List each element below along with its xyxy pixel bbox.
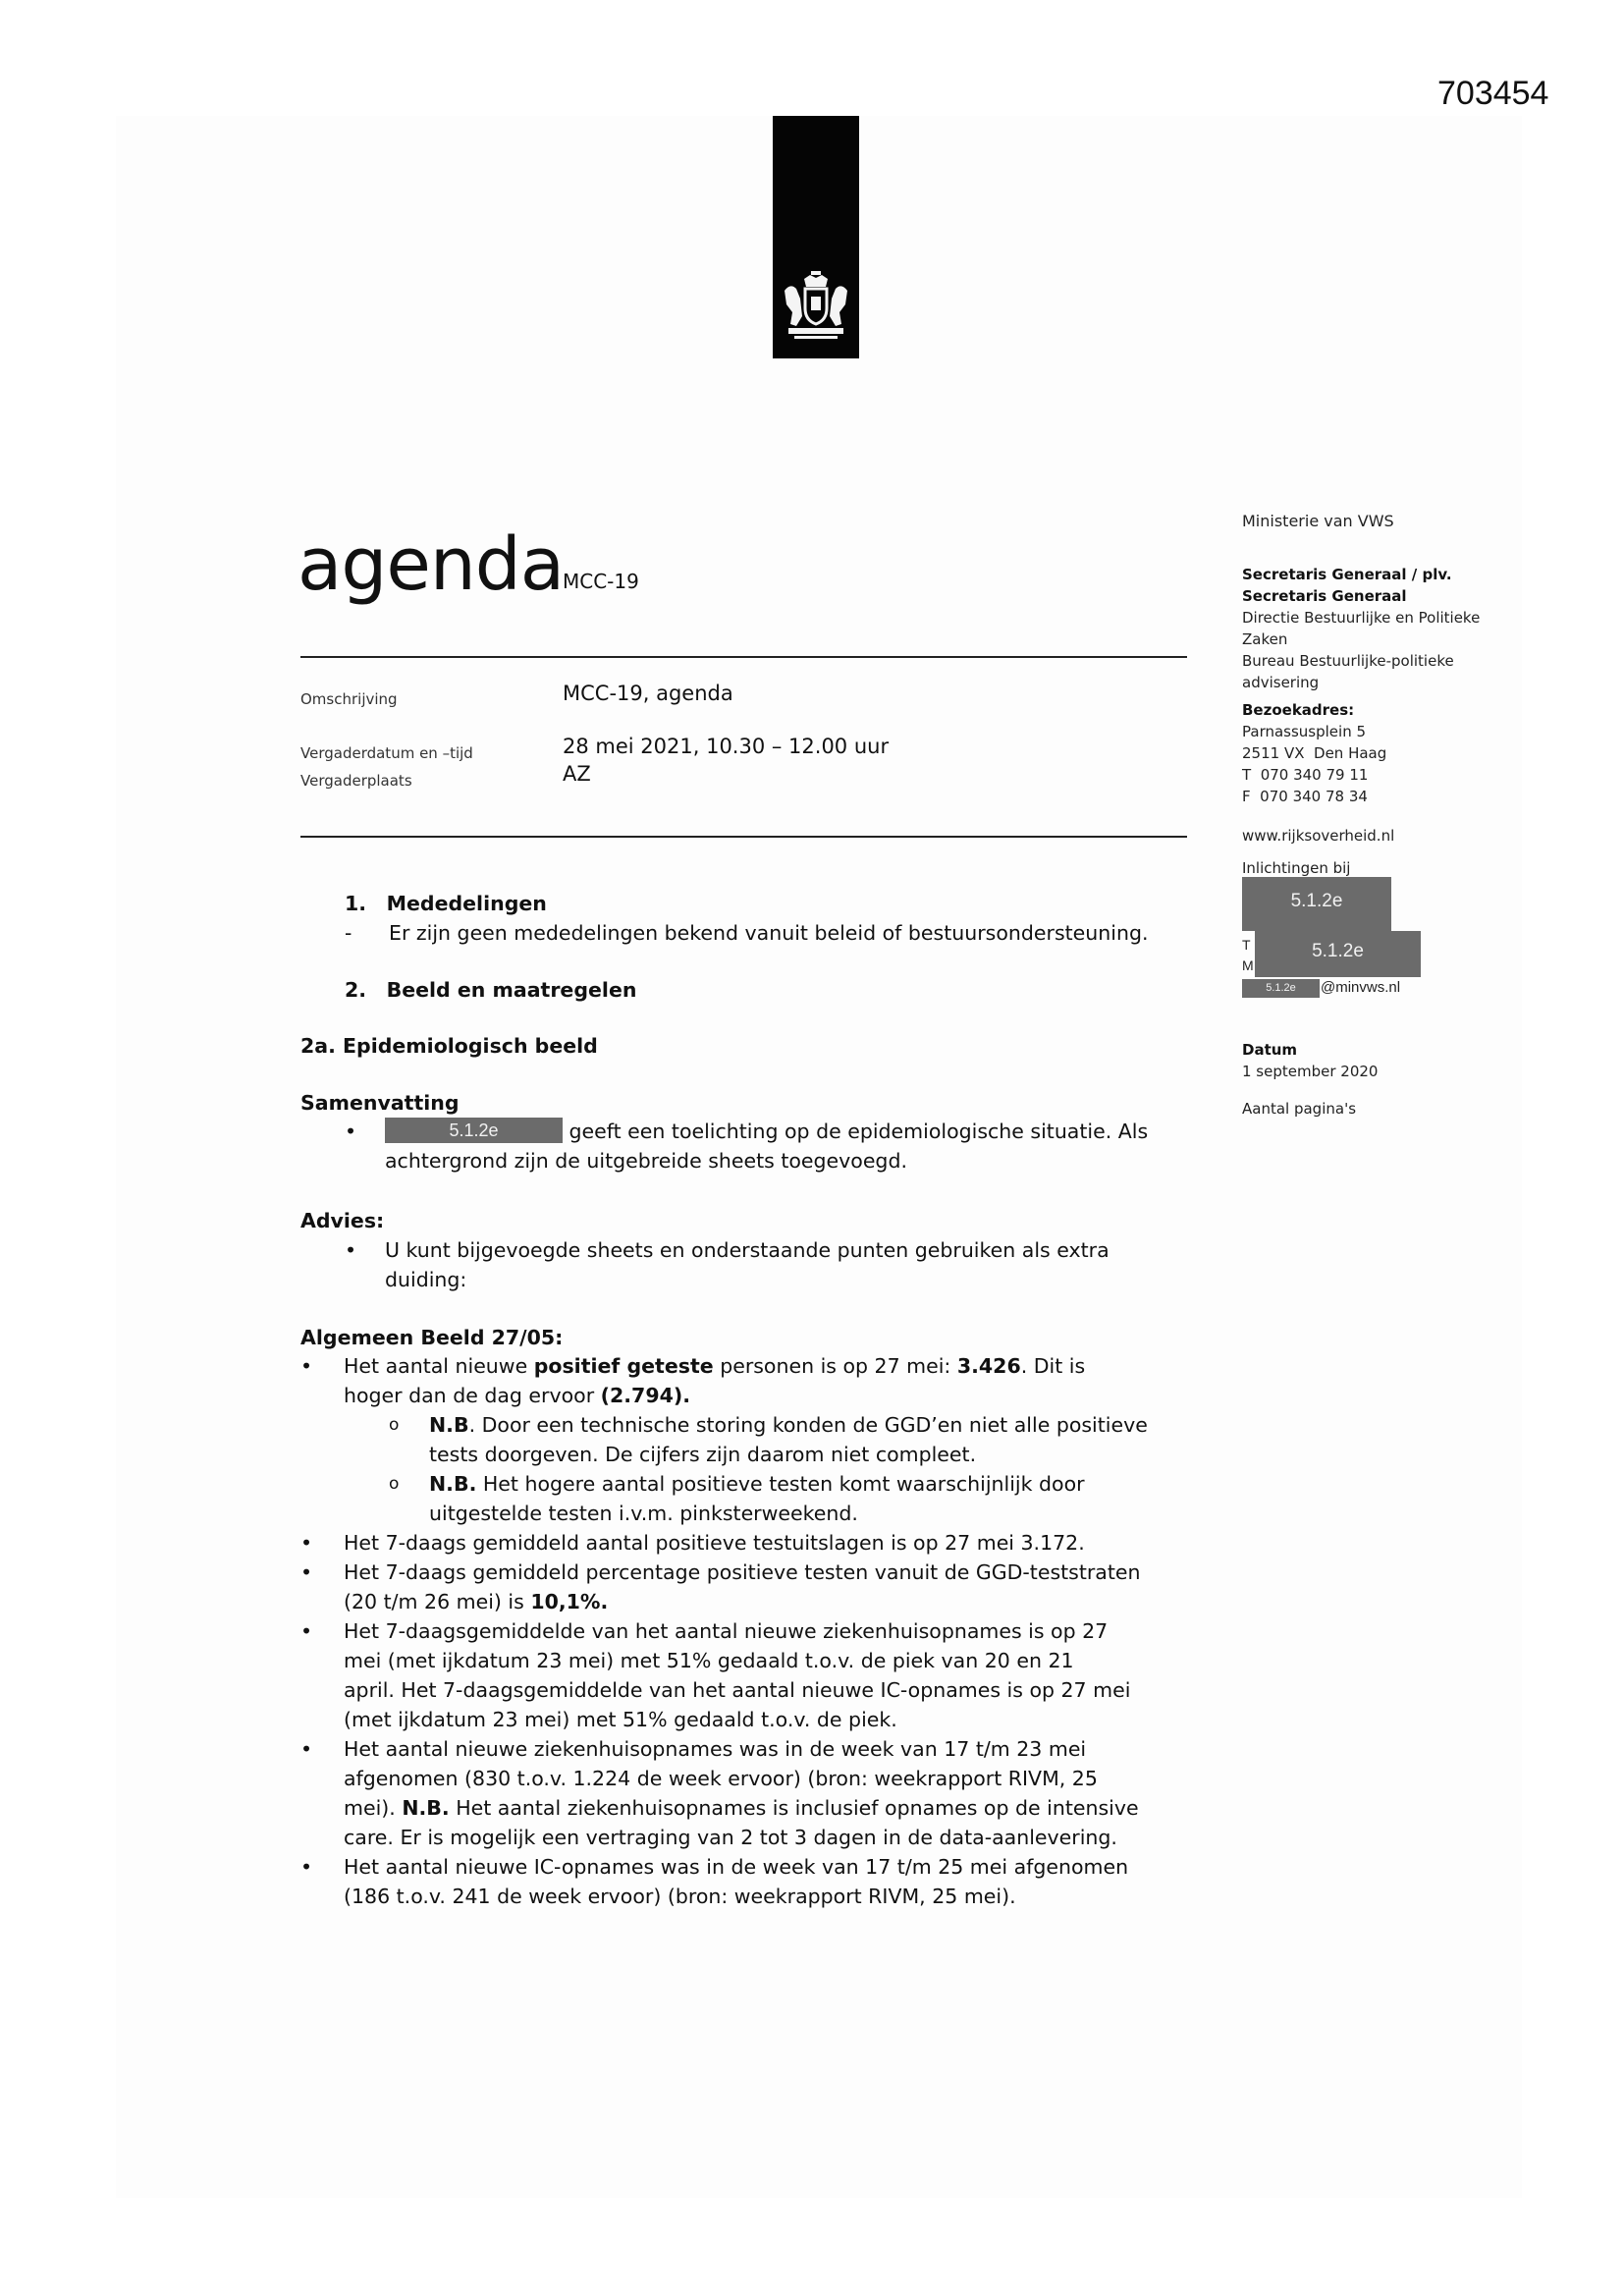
text-bold: positief geteste bbox=[533, 1354, 714, 1378]
date-label: Datum bbox=[1242, 1041, 1298, 1059]
document-id: 703454 bbox=[1437, 75, 1549, 112]
list-item bbox=[300, 1852, 1189, 1911]
nb-label: N.B bbox=[429, 1413, 469, 1437]
agenda-item-1-note bbox=[345, 918, 1149, 948]
value-percentage: 10,1%. bbox=[530, 1590, 609, 1613]
divider-top bbox=[300, 656, 1187, 658]
title-subtitle: MCC-19 bbox=[563, 570, 639, 593]
nb-label: N.B. bbox=[402, 1796, 450, 1820]
sub-bullet-marker: o bbox=[389, 1474, 400, 1494]
advies-bullet bbox=[345, 1235, 1189, 1294]
bullet-marker: • bbox=[345, 1120, 357, 1143]
address-city: 2511 VX Den Haag bbox=[1242, 744, 1387, 762]
meta-label-omschrijving: Omschrijving bbox=[300, 690, 398, 708]
text: Het 7-daags gemiddeld percentage positieve testen vanuit de GGD-teststraten bbox=[344, 1560, 1141, 1584]
bullet-marker: • bbox=[345, 1238, 357, 1262]
text: tests doorgeven. De cijfers zijn daarom niet compleet. bbox=[429, 1443, 977, 1466]
text: personen is op 27 mei: bbox=[713, 1354, 957, 1378]
contact-t-label: T bbox=[1242, 937, 1251, 953]
text: uitgestelde testen i.v.m. pinksterweekend. bbox=[429, 1502, 858, 1525]
text: care. Er is mogelijk een vertraging van 2 tot 3 dagen in de data-aanlevering. bbox=[344, 1826, 1117, 1849]
dept-line-1: Secretaris Generaal / plv. bbox=[1242, 566, 1452, 583]
rijksoverheid-logo bbox=[773, 116, 859, 358]
agenda-item-2-title: Beeld en maatregelen bbox=[386, 978, 637, 1002]
text: Het aantal nieuwe bbox=[344, 1354, 534, 1378]
bureau-line-2: advisering bbox=[1242, 674, 1320, 691]
list-item bbox=[300, 1351, 1189, 1410]
address-street: Parnassusplein 5 bbox=[1242, 723, 1367, 740]
bullet-marker: • bbox=[300, 1354, 313, 1378]
contact-label: Inlichtingen bij bbox=[1242, 859, 1351, 877]
advies-line2: duiding: bbox=[385, 1268, 467, 1291]
agenda-item-1-title: Mededelingen bbox=[386, 892, 547, 915]
nb-label: N.B. bbox=[429, 1472, 477, 1496]
contact-m-label: M bbox=[1242, 957, 1254, 973]
date-value: 1 september 2020 bbox=[1242, 1063, 1379, 1080]
text: Het aantal nieuwe IC-opnames was in de week van 17 t/m 25 mei afgenomen bbox=[344, 1855, 1129, 1879]
meta-value-datum: 28 mei 2021, 10.30 – 12.00 uur bbox=[563, 735, 890, 758]
text: mei (met ijkdatum 23 mei) met 51% gedaald t.o.v. de piek van 20 en 21 bbox=[344, 1649, 1074, 1672]
redaction-box-email: 5.1.2e bbox=[1242, 979, 1320, 998]
value-previous-day: (2.794). bbox=[600, 1384, 691, 1407]
text: . Door een technische storing konden de GGD’en niet alle positieve bbox=[468, 1413, 1148, 1437]
agenda-item-1 bbox=[345, 889, 547, 918]
bullet-marker: • bbox=[300, 1531, 313, 1555]
email-domain[interactable]: @minvws.nl bbox=[1321, 979, 1401, 996]
text: (met ijkdatum 23 mei) met 51% gedaald t.o.v. de piek. bbox=[344, 1708, 897, 1731]
samenvatting-bullet bbox=[345, 1117, 1189, 1175]
page-count-label: Aantal pagina's bbox=[1242, 1100, 1357, 1118]
value-positive-tests: 3.426 bbox=[956, 1354, 1021, 1378]
coat-of-arms-icon bbox=[781, 269, 851, 344]
algemeen-beeld-list bbox=[300, 1351, 1189, 1911]
samenvatting-text-line2: achtergrond zijn de uitgebreide sheets toegevoegd. bbox=[385, 1149, 907, 1173]
phone-number: T 070 340 79 11 bbox=[1242, 766, 1369, 784]
meta-label-plaats: Vergaderplaats bbox=[300, 772, 412, 790]
text: mei). bbox=[344, 1796, 403, 1820]
text: Het hogere aantal positieve testen komt waarschijnlijk door bbox=[476, 1472, 1085, 1496]
directorate-line-2: Zaken bbox=[1242, 630, 1288, 648]
page-title: agenda bbox=[298, 522, 565, 607]
divider-bottom bbox=[300, 836, 1187, 838]
sub-bullet-marker: o bbox=[389, 1415, 400, 1435]
directorate-line-1: Directie Bestuurlijke en Politieke bbox=[1242, 609, 1481, 627]
samenvatting-text: geeft een toelichting op de epidemiologische situatie. Als bbox=[568, 1120, 1149, 1143]
redaction-box-name: 5.1.2e bbox=[1242, 877, 1391, 931]
agenda-item-1-number: 1. bbox=[345, 892, 367, 915]
sender-block bbox=[1242, 564, 1480, 693]
address-block bbox=[1242, 699, 1386, 807]
text: (186 t.o.v. 241 de week ervoor) (bron: weekrapport RIVM, 25 mei). bbox=[344, 1885, 1016, 1908]
text: april. Het 7-daagsgemiddelde van het aantal nieuwe IC-opnames is op 27 mei bbox=[344, 1678, 1131, 1702]
agenda-item-1-text: Er zijn geen mededelingen bekend vanuit beleid of bestuursondersteuning. bbox=[389, 921, 1149, 945]
section-2a-heading: 2a. Epidemiologisch beeld bbox=[300, 1034, 598, 1058]
list-item bbox=[300, 1558, 1189, 1616]
text: afgenomen (830 t.o.v. 1.224 de week ervoor) (bron: weekrapport RIVM, 25 bbox=[344, 1767, 1098, 1790]
sub-list-item bbox=[300, 1410, 1189, 1469]
fax-number: F 070 340 78 34 bbox=[1242, 788, 1368, 805]
ministry-name: Ministerie van VWS bbox=[1242, 512, 1394, 530]
text: hoger dan de dag ervoor bbox=[344, 1384, 601, 1407]
algemeen-beeld-heading: Algemeen Beeld 27/05: bbox=[300, 1326, 564, 1349]
text: . Dit is bbox=[1020, 1354, 1086, 1378]
sub-list-item bbox=[300, 1469, 1189, 1528]
text: Het 7-daagsgemiddelde van het aantal nieuwe ziekenhuisopnames is op 27 bbox=[344, 1619, 1109, 1643]
advies-line1: U kunt bijgevoegde sheets en onderstaande punten gebruiken als extra bbox=[385, 1238, 1110, 1262]
bullet-marker: • bbox=[300, 1560, 313, 1584]
text: Het 7-daags gemiddeld aantal positieve testuitslagen is op 27 mei 3.172. bbox=[344, 1531, 1085, 1555]
meta-label-datum: Vergaderdatum en –tijd bbox=[300, 744, 473, 762]
text: (20 t/m 26 mei) is bbox=[344, 1590, 531, 1613]
dash-marker: - bbox=[345, 921, 352, 945]
agenda-item-2 bbox=[345, 975, 636, 1005]
bullet-marker: • bbox=[300, 1737, 313, 1761]
redaction-box-phone: 5.1.2e bbox=[1255, 931, 1421, 977]
list-item bbox=[300, 1734, 1189, 1852]
meta-value-plaats: AZ bbox=[563, 762, 591, 786]
website-link[interactable]: www.rijksoverheid.nl bbox=[1242, 827, 1395, 845]
advies-heading: Advies: bbox=[300, 1209, 385, 1232]
agenda-item-2-number: 2. bbox=[345, 978, 367, 1002]
list-item bbox=[300, 1616, 1189, 1734]
bullet-marker: • bbox=[300, 1855, 313, 1879]
redaction-box: 5.1.2e bbox=[385, 1118, 563, 1143]
text: Het aantal nieuwe ziekenhuisopnames was in de week van 17 t/m 23 mei bbox=[344, 1737, 1087, 1761]
dept-line-2: Secretaris Generaal bbox=[1242, 587, 1407, 605]
bureau-line-1: Bureau Bestuurlijke-politieke bbox=[1242, 652, 1454, 670]
address-label: Bezoekadres: bbox=[1242, 701, 1355, 719]
bullet-marker: • bbox=[300, 1619, 313, 1643]
date-block bbox=[1242, 1039, 1378, 1082]
list-item bbox=[300, 1528, 1189, 1558]
text: Het aantal ziekenhuisopnames is inclusief opnames op de intensive bbox=[449, 1796, 1139, 1820]
samenvatting-heading: Samenvatting bbox=[300, 1091, 460, 1115]
meta-value-omschrijving: MCC-19, agenda bbox=[563, 682, 733, 705]
